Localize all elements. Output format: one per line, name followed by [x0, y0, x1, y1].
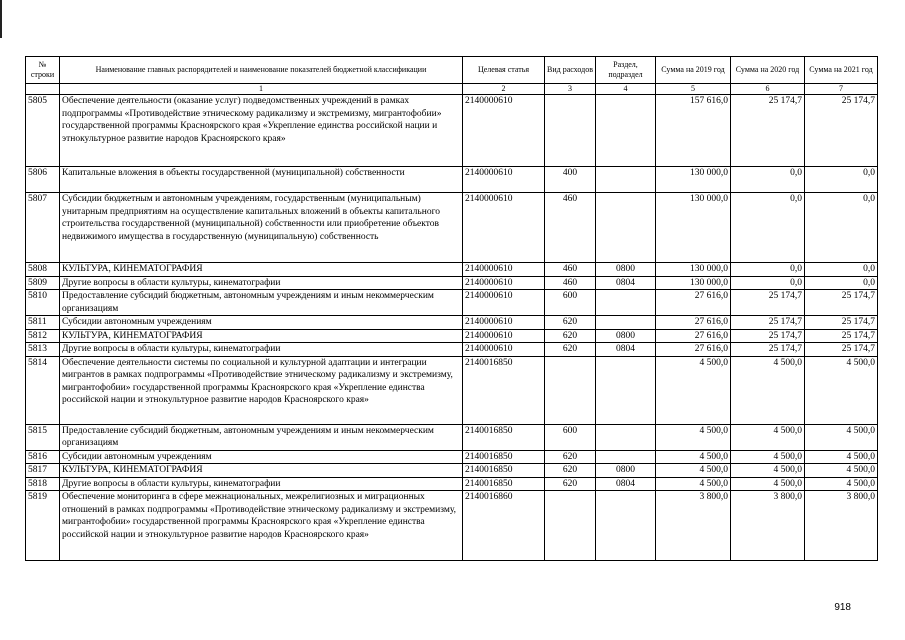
row-target-article: 2140016860 [463, 491, 545, 561]
row-number: 5819 [26, 491, 60, 561]
table-row [26, 290, 878, 316]
row-sum-2019: 27 616,0 [656, 343, 731, 357]
row-section: 0800 [596, 329, 656, 343]
row-target-article: 2140016850 [463, 464, 545, 478]
row-expense-type: 400 [545, 167, 596, 193]
row-expense-type: 460 [545, 193, 596, 263]
row-section: 0800 [596, 464, 656, 478]
row-expense-type: 620 [545, 316, 596, 330]
row-sum-2020: 4 500,0 [731, 450, 805, 464]
row-target-article: 2140000610 [463, 329, 545, 343]
row-number: 5807 [26, 193, 60, 263]
row-sum-2020: 0,0 [731, 263, 805, 277]
row-number: 5806 [26, 167, 60, 193]
table-row [26, 464, 878, 478]
row-expense-type [545, 491, 596, 561]
header-sum-2021: Сумма на 2021 год [805, 57, 878, 84]
row-target-article: 2140000610 [463, 95, 545, 167]
row-name: Другие вопросы в области культуры, кинематографии [60, 343, 463, 357]
row-sum-2021: 0,0 [805, 263, 878, 277]
row-name: Предоставление субсидий бюджетным, автономным учреждениям и иным некоммерческим организациям [60, 424, 463, 450]
row-name: Предоставление субсидий бюджетным, автономным учреждениям и иным некоммерческим организациям [60, 290, 463, 316]
header-section: Раздел, подраздел [596, 57, 656, 84]
row-name: Другие вопросы в области культуры, кинематографии [60, 477, 463, 491]
table-row [26, 276, 878, 290]
row-section [596, 290, 656, 316]
row-expense-type: 620 [545, 464, 596, 478]
row-sum-2021: 25 174,7 [805, 329, 878, 343]
row-section [596, 356, 656, 424]
row-sum-2021: 25 174,7 [805, 316, 878, 330]
row-sum-2019: 4 500,0 [656, 450, 731, 464]
column-number [26, 84, 60, 95]
table-row [26, 343, 878, 357]
table-row [26, 95, 878, 167]
row-section [596, 95, 656, 167]
row-sum-2020: 0,0 [731, 167, 805, 193]
row-name: Субсидии автономным учреждениям [60, 316, 463, 330]
column-number: 4 [596, 84, 656, 95]
row-number: 5809 [26, 276, 60, 290]
row-expense-type: 620 [545, 343, 596, 357]
row-expense-type: 460 [545, 276, 596, 290]
table-row [26, 356, 878, 424]
table-row [26, 329, 878, 343]
row-sum-2019: 27 616,0 [656, 290, 731, 316]
page-number: 918 [834, 602, 851, 613]
header-sum-2019: Сумма на 2019 год [656, 57, 731, 84]
column-number: 1 [60, 84, 463, 95]
row-expense-type: 600 [545, 424, 596, 450]
table-row [26, 193, 878, 263]
row-sum-2021: 3 800,0 [805, 491, 878, 561]
row-target-article: 2140000610 [463, 263, 545, 277]
row-number: 5813 [26, 343, 60, 357]
row-target-article: 2140000610 [463, 290, 545, 316]
row-target-article: 2140000610 [463, 343, 545, 357]
row-target-article: 2140016850 [463, 477, 545, 491]
row-number: 5817 [26, 464, 60, 478]
row-sum-2021: 0,0 [805, 193, 878, 263]
budget-table [25, 56, 878, 561]
row-expense-type: 460 [545, 263, 596, 277]
row-name: Обеспечение деятельности системы по социальной и культурной адаптации и интеграции мигрантов в рамках подпрограммы «Противодействие этническому радикализму и экстремизму, мигрантофобии» государственной программы Красноярского края «Укрепление единства российской нации и этнокультурное развитие народов Красноярского края» [60, 356, 463, 424]
row-name: Обеспечение мониторинга в сфере межнациональных, межрелигиозных и миграционных отношений в рамках подпрограммы «Противодействие этническому радикализму и экстремизму, мигрантофобии» государственной программы Красноярского края «Укрепление единства российской нации и этнокультурное развитие народов Красноярского края» [60, 491, 463, 561]
row-section [596, 450, 656, 464]
row-target-article: 2140000610 [463, 167, 545, 193]
row-name: КУЛЬТУРА, КИНЕМАТОГРАФИЯ [60, 263, 463, 277]
header-expense-type: Вид расходов [545, 57, 596, 84]
column-number: 2 [463, 84, 545, 95]
row-sum-2019: 130 000,0 [656, 276, 731, 290]
row-section: 0800 [596, 263, 656, 277]
header-row-number: № строки [26, 57, 60, 84]
row-name: Субсидии автономным учреждениям [60, 450, 463, 464]
row-sum-2019: 157 616,0 [656, 95, 731, 167]
row-sum-2020: 0,0 [731, 193, 805, 263]
row-number: 5818 [26, 477, 60, 491]
row-name: Обеспечение деятельности (оказание услуг) подведомственных учреждений в рамках подпрограммы «Противодействие этническому радикализму и экстремизму, мигрантофобии» государственной программы Красноярского края «Укрепление единства российской нации и этнокультурное развитие народов Красноярского края» [60, 95, 463, 167]
row-sum-2019: 130 000,0 [656, 193, 731, 263]
table-row [26, 167, 878, 193]
row-expense-type: 620 [545, 450, 596, 464]
column-number: 3 [545, 84, 596, 95]
row-name: КУЛЬТУРА, КИНЕМАТОГРАФИЯ [60, 464, 463, 478]
row-target-article: 2140016850 [463, 450, 545, 464]
table-body [26, 95, 878, 561]
row-sum-2021: 4 500,0 [805, 464, 878, 478]
row-number: 5808 [26, 263, 60, 277]
row-sum-2021: 25 174,7 [805, 343, 878, 357]
column-number: 5 [656, 84, 731, 95]
row-sum-2021: 25 174,7 [805, 290, 878, 316]
row-section [596, 491, 656, 561]
row-number: 5811 [26, 316, 60, 330]
row-number: 5815 [26, 424, 60, 450]
row-sum-2021: 0,0 [805, 276, 878, 290]
scan-edge-mark [0, 0, 2, 38]
row-section: 0804 [596, 276, 656, 290]
row-expense-type [545, 95, 596, 167]
row-sum-2020: 4 500,0 [731, 464, 805, 478]
row-number: 5805 [26, 95, 60, 167]
column-number: 6 [731, 84, 805, 95]
table-row [26, 263, 878, 277]
row-sum-2020: 25 174,7 [731, 343, 805, 357]
row-name: КУЛЬТУРА, КИНЕМАТОГРАФИЯ [60, 329, 463, 343]
row-section [596, 316, 656, 330]
row-expense-type: 620 [545, 477, 596, 491]
row-section [596, 424, 656, 450]
row-sum-2021: 4 500,0 [805, 450, 878, 464]
row-sum-2020: 3 800,0 [731, 491, 805, 561]
table-row [26, 424, 878, 450]
row-sum-2019: 130 000,0 [656, 167, 731, 193]
table-header [26, 57, 878, 95]
row-expense-type: 600 [545, 290, 596, 316]
row-sum-2020: 4 500,0 [731, 356, 805, 424]
table-row [26, 477, 878, 491]
row-section: 0804 [596, 477, 656, 491]
row-target-article: 2140000610 [463, 276, 545, 290]
row-target-article: 2140016850 [463, 356, 545, 424]
row-sum-2020: 25 174,7 [731, 95, 805, 167]
row-sum-2019: 27 616,0 [656, 329, 731, 343]
row-target-article: 2140000610 [463, 316, 545, 330]
row-expense-type: 620 [545, 329, 596, 343]
row-sum-2019: 4 500,0 [656, 477, 731, 491]
row-section [596, 167, 656, 193]
row-number: 5810 [26, 290, 60, 316]
row-number: 5812 [26, 329, 60, 343]
row-section: 0804 [596, 343, 656, 357]
table-row [26, 450, 878, 464]
row-sum-2020: 4 500,0 [731, 477, 805, 491]
row-sum-2019: 3 800,0 [656, 491, 731, 561]
row-sum-2020: 25 174,7 [731, 316, 805, 330]
table-row [26, 491, 878, 561]
row-sum-2021: 4 500,0 [805, 356, 878, 424]
row-sum-2019: 4 500,0 [656, 356, 731, 424]
row-number: 5814 [26, 356, 60, 424]
column-number: 7 [805, 84, 878, 95]
row-name: Субсидии бюджетным и автономным учреждениям, государственным (муниципальным) унитарным предприятиям на осуществление капитальных вложений в объекты капитального строительства государственной (муниципальной) собственности или приобретение объектов недвижимого имущества в государственную (муниципальную) собственность [60, 193, 463, 263]
row-name: Капитальные вложения в объекты государственной (муниципальной) собственности [60, 167, 463, 193]
row-sum-2021: 25 174,7 [805, 95, 878, 167]
row-sum-2021: 4 500,0 [805, 477, 878, 491]
header-sum-2020: Сумма на 2020 год [731, 57, 805, 84]
row-sum-2019: 4 500,0 [656, 424, 731, 450]
row-sum-2020: 25 174,7 [731, 329, 805, 343]
row-sum-2020: 25 174,7 [731, 290, 805, 316]
row-sum-2019: 4 500,0 [656, 464, 731, 478]
row-sum-2020: 4 500,0 [731, 424, 805, 450]
header-target-article: Целевая статья [463, 57, 545, 84]
header-name: Наименование главных распорядителей и наименование показателей бюджетной классификации [60, 57, 463, 84]
table-row [26, 316, 878, 330]
row-sum-2021: 0,0 [805, 167, 878, 193]
row-sum-2019: 130 000,0 [656, 263, 731, 277]
row-target-article: 2140016850 [463, 424, 545, 450]
row-number: 5816 [26, 450, 60, 464]
row-target-article: 2140000610 [463, 193, 545, 263]
row-expense-type [545, 356, 596, 424]
row-name: Другие вопросы в области культуры, кинематографии [60, 276, 463, 290]
row-section [596, 193, 656, 263]
row-sum-2020: 0,0 [731, 276, 805, 290]
row-sum-2021: 4 500,0 [805, 424, 878, 450]
row-sum-2019: 27 616,0 [656, 316, 731, 330]
